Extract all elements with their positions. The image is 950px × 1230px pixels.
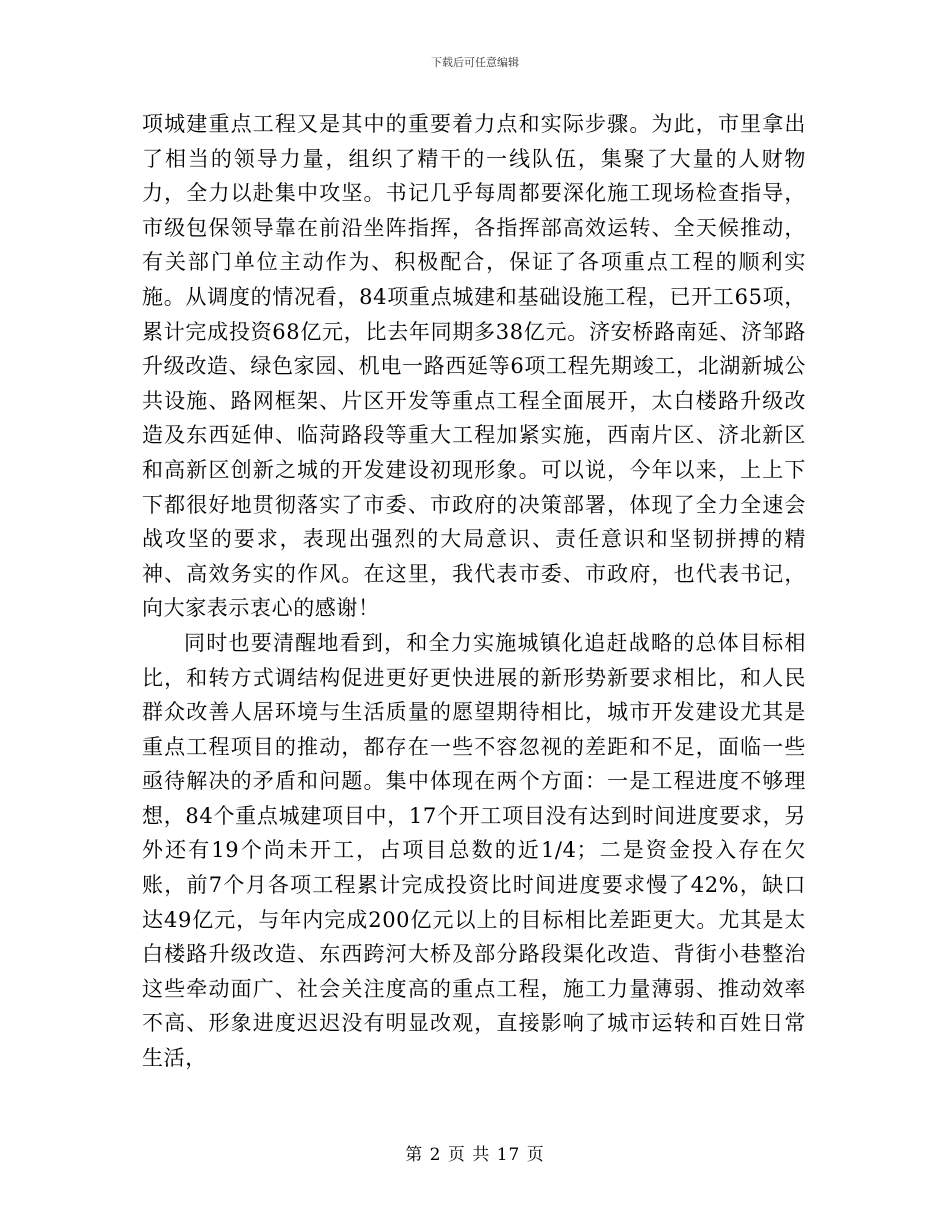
document-body: [142, 107, 806, 1076]
page-number-footer: 第 2 页 共 17 页: [405, 1145, 545, 1165]
paragraph-2: 同时也要清醒地看到，和全力实施城镇化追赶战略的总体目标相比，和转方式调结构促进更好更快进展的新形势新要求相比，和人民群众改善人居环境与生活质量的愿望期待相比，城市开发建设尤其是重点工程项目的推动，都存在一些不容忽视的差距和不足，面临一些亟待解决的矛盾和问题。集中体现在两个方面：一是工程进度不够理想，84个重点城建项目中，17个开工项目没有达到时间进度要求，另外还有19个尚未开工，占项目总数的近1/4；二是资金投入存在欠账，前7个月各项工程累计完成投资比时间进度要求慢了42%，缺口达49亿元，与年内完成200亿元以上的目标相比差距更大。尤其是太白楼路升级改造、东西跨河大桥及部分路段渠化改造、背街小巷整治这些牵动面广、社会关注度高的重点工程，施工力量薄弱、推动效率不高、形象进度迟迟没有明显改观，直接影响了城市运转和百姓日常生活，: [142, 630, 806, 1071]
paragraph-1: 项城建重点工程又是其中的重要着力点和实际步骤。为此，市里拿出了相当的领导力量，组织了精干的一线队伍，集聚了大量的人财物力，全力以赴集中攻坚。书记几乎每周都要深化施工现场检查指导，市级包保领导靠在前沿坐阵指挥，各指挥部高效运转、全天候推动，有关部门单位主动作为、积极配合，保证了各项重点工程的顺利实施。从调度的情况看，84项重点城建和基础设施工程，已开工65项，累计完成投资68亿元，比去年同期多38亿元。济安桥路南延、济邹路升级改造、绿色家园、机电一路西延等6项工程先期竣工，北湖新城公共设施、路网框架、片区开发等重点工程全面展开，太白楼路升级改造及东西延伸、临菏路段等重大工程加紧实施，西南片区、济北新区和高新区创新之城的开发建设初现形象。可以说，今年以来，上上下下都很好地贯彻落实了市委、市政府的决策部署，体现了全力全速会战攻坚的要求，表现出强烈的大局意识、责任意识和坚韧拼搏的精神、高效务实的作风。在这里，我代表市委、市政府，也代表书记，向大家表示衷心的感谢！: [142, 112, 806, 621]
page-header: 下载后可任意编辑: [431, 56, 519, 69]
